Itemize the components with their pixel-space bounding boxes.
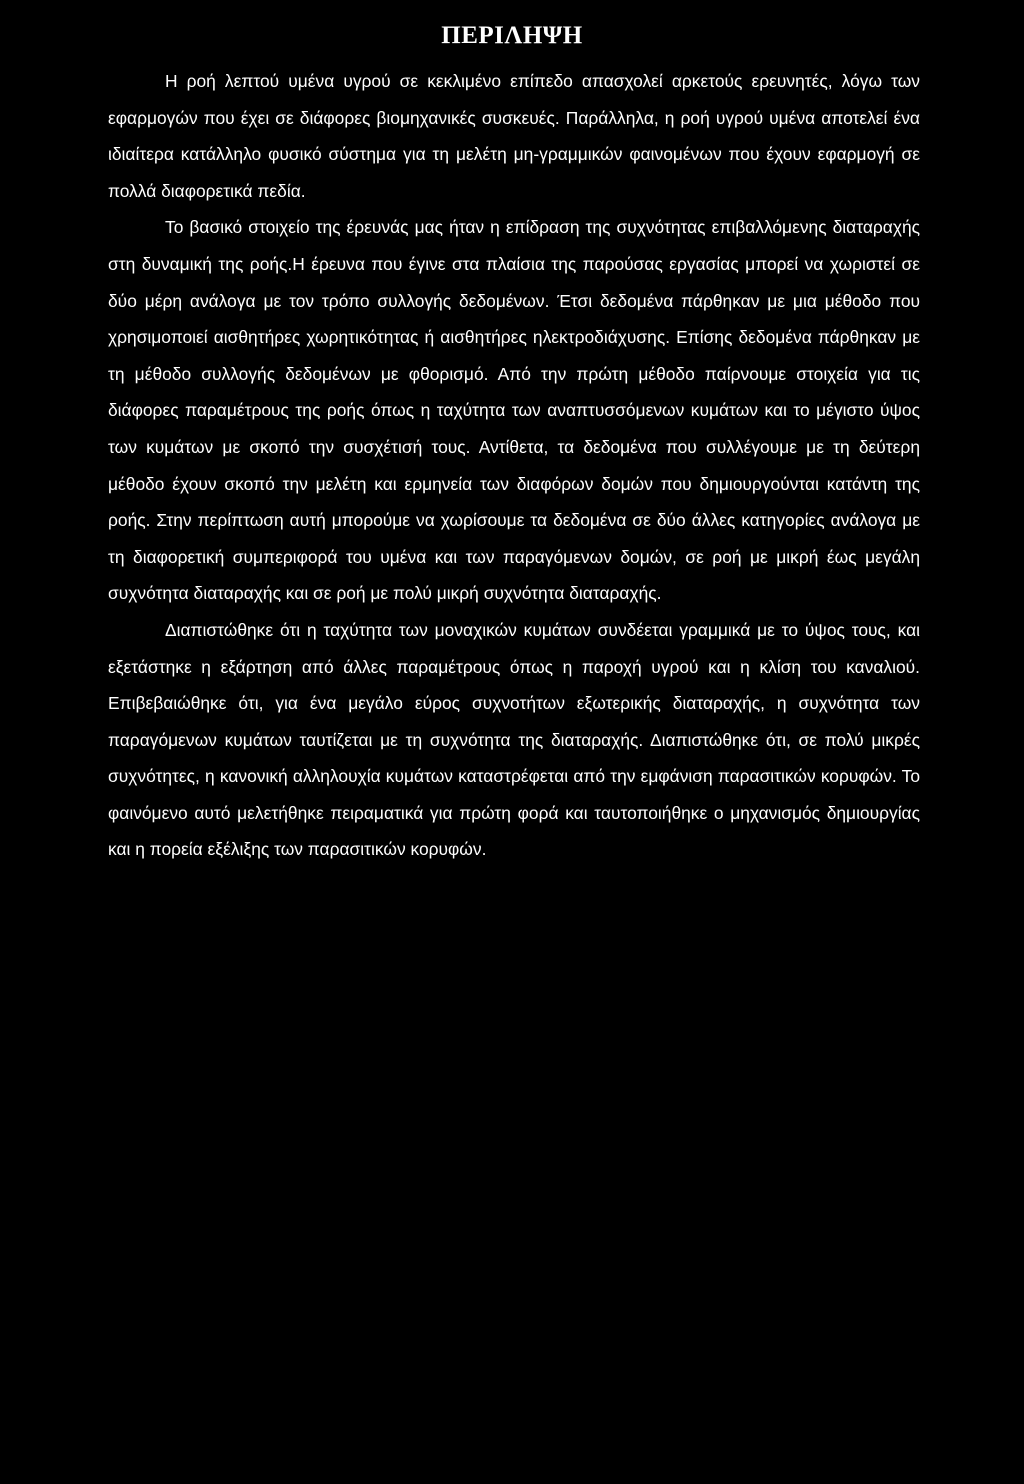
abstract-body xyxy=(108,63,920,868)
paragraph-2: Το βασικό στοιχείο της έρευνάς μας ήταν η επίδραση της συχνότητας επιβαλλόμενης διαταραχής στη δυναμική της ροής.Η έρευνα που έγινε στα πλαίσια της παρούσας εργασίας μπορεί να χωριστεί σε δύο μέρη ανάλογα με τον τρόπο συλλογής δεδομένων. Έτσι δεδομένα πάρθηκαν με μια μέθοδο που χρησιμοποιεί αισθητήρες χωρητικότητας ή αισθητήρες ηλεκτροδιάχυσης. Επίσης δεδομένα πάρθηκαν με τη μέθοδο συλλογής δεδομένων με φθορισμό. Από την πρώτη μέθοδο παίρνουμε στοιχεία για τις διάφορες παραμέτρους της ροής όπως η ταχύτητα των αναπτυσσόμενων κυμάτων και το μέγιστο ύψος των κυμάτων με σκοπό την συσχέτισή τους. Αντίθετα, τα δεδομένα που συλλέγουμε με τη δεύτερη μέθοδο έχουν σκοπό την μελέτη και ερμηνεία των διαφόρων δομών που δημιουργούνται κατάντη της ροής. Στην περίπτωση αυτή μπορούμε να χωρίσουμε τα δεδομένα σε δύο άλλες κατηγορίες ανάλογα με τη διαφορετική συμπεριφορά του υμένα και των παραγόμενων δομών, σε ροή με μικρή έως μεγάλη συχνότητα διαταραχής και σε ροή με πολύ μικρή συχνότητα διαταραχής. xyxy=(108,217,920,604)
page-title: ΠΕΡΙΛΗΨΗ xyxy=(441,22,583,49)
paragraph-1: Η ροή λεπτού υμένα υγρού σε κεκλιμένο επίπεδο απασχολεί αρκετούς ερευνητές, λόγω των εφαρμογών που έχει σε διάφορες βιομηχανικές συσκευές. Παράλληλα, η ροή υγρού υμένα αποτελεί ένα ιδιαίτερα κατάλληλο φυσικό σύστημα για τη μελέτη μη-γραμμικών φαινομένων που έχουν εφαρμογή σε πολλά διαφορετικά πεδία. xyxy=(108,71,920,201)
paragraph-3: Διαπιστώθηκε ότι η ταχύτητα των μοναχικών κυμάτων συνδέεται γραμμικά με το ύψος τους, και εξετάστηκε η εξάρτηση από άλλες παραμέτρους όπως η παροχή υγρού και η κλίση του καναλιού. Επιβεβαιώθηκε ότι, για ένα μεγάλο εύρος συχνοτήτων εξωτερικής διαταραχής, η συχνότητα των παραγόμενων κυμάτων ταυτίζεται με τη συχνότητα της διαταραχής. Διαπιστώθηκε ότι, σε πολύ μικρές συχνότητες, η κανονική αλληλουχία κυμάτων καταστρέφεται από την εμφάνιση παρασιτικών κορυφών. Το φαινόμενο αυτό μελετήθηκε πειραματικά για πρώτη φορά και ταυτοποιήθηκε ο μηχανισμός δημιουργίας και η πορεία εξέλιξης των παρασιτικών κορυφών. xyxy=(108,619,920,860)
